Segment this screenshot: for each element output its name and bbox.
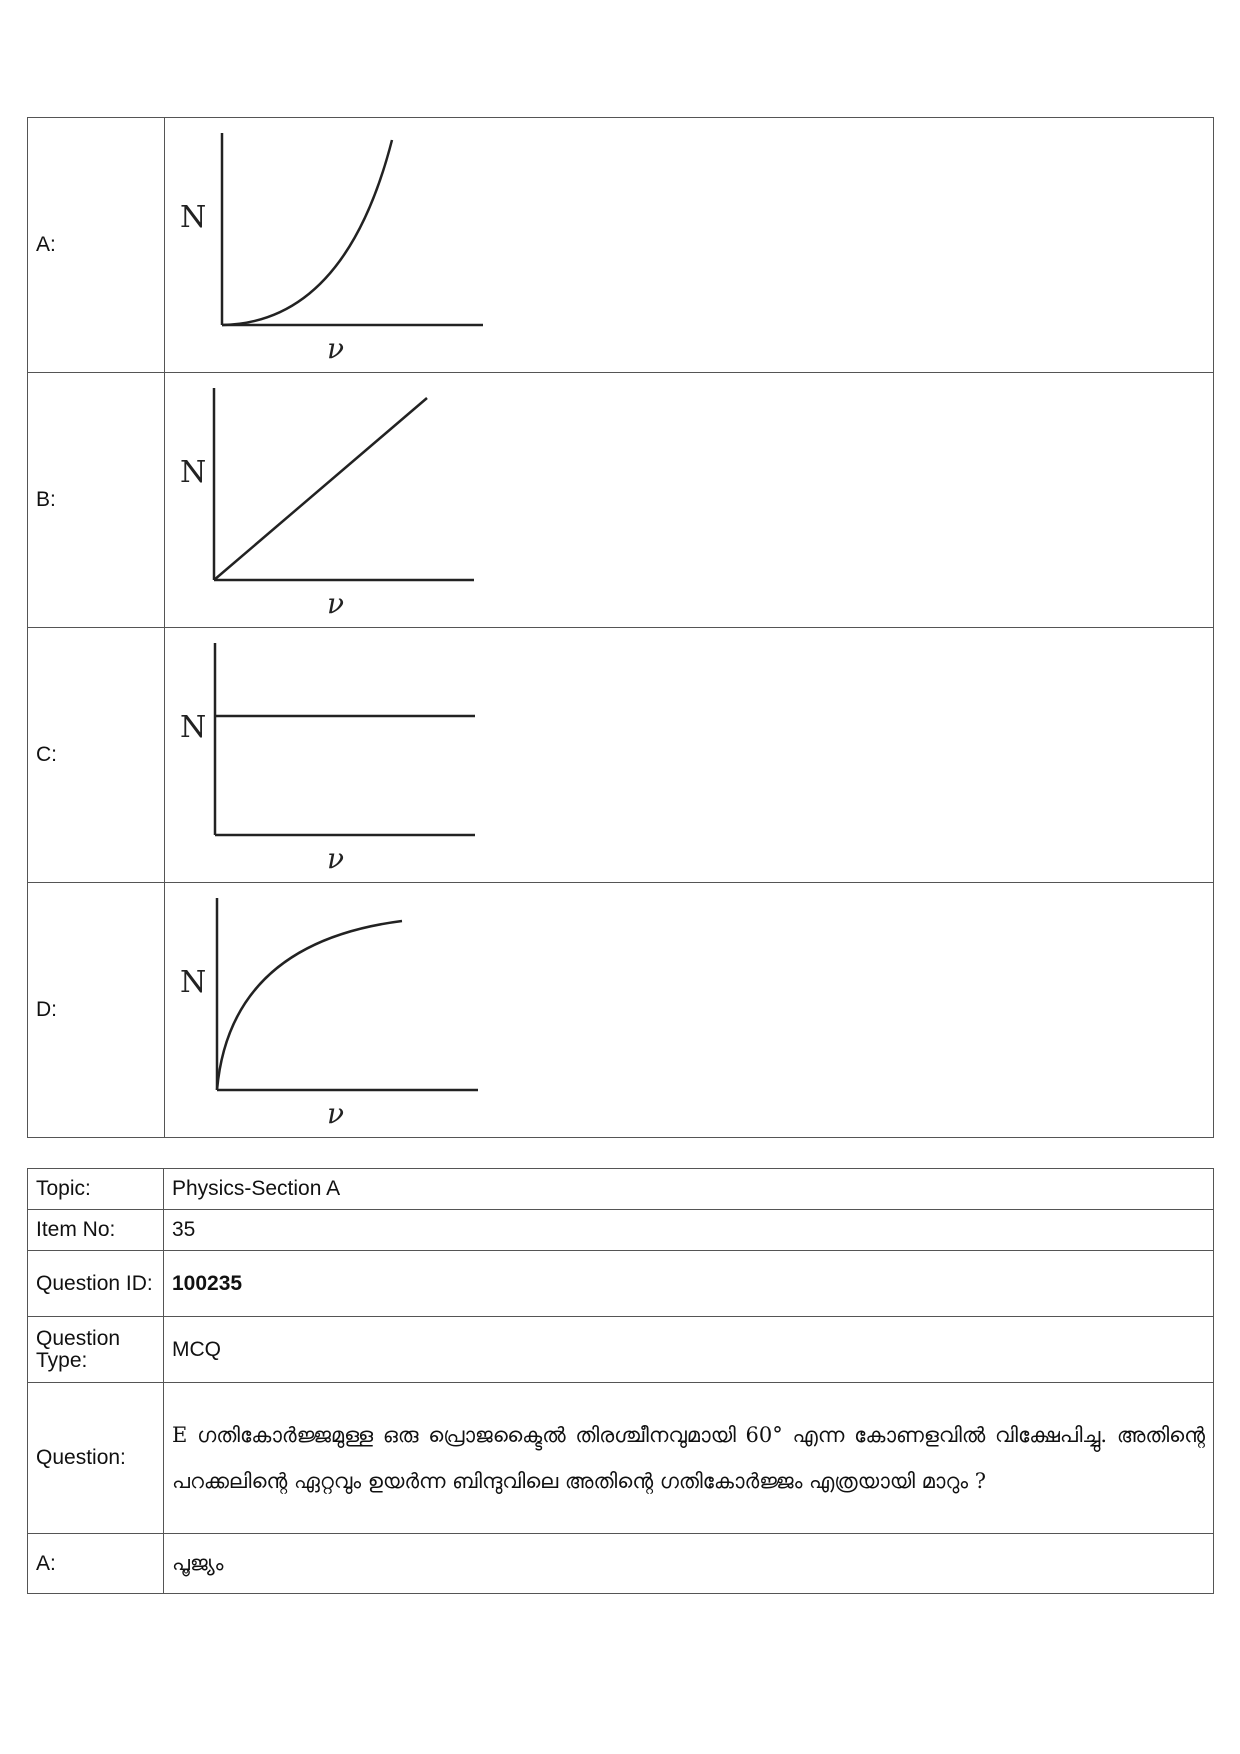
topic-label: Topic:	[28, 1169, 164, 1210]
option-row-d	[28, 883, 1214, 1138]
options-table	[27, 117, 1214, 1138]
option-label: A:	[28, 118, 165, 373]
x-axis-label: ν	[327, 587, 345, 620]
option-row-b	[28, 373, 1214, 628]
graph-d	[165, 883, 1223, 1138]
answer-label: A:	[28, 1534, 164, 1594]
topic-value: Physics-Section A	[164, 1169, 1214, 1210]
item-row	[28, 1210, 1214, 1251]
option-graph-cell	[165, 883, 1214, 1138]
option-graph-cell	[165, 373, 1214, 628]
question-type-label: Question Type:	[28, 1317, 164, 1383]
x-axis-label: ν	[327, 332, 345, 365]
answer-value: പൂജ്യം	[164, 1534, 1214, 1594]
question-type-row	[28, 1317, 1214, 1383]
item-value: 35	[164, 1210, 1214, 1251]
option-label: D:	[28, 883, 165, 1138]
y-axis-label: N	[180, 455, 207, 490]
question-id-value: 100235	[164, 1251, 1214, 1317]
question-row	[28, 1383, 1214, 1534]
topic-row	[28, 1169, 1214, 1210]
question-label: Question:	[28, 1383, 164, 1534]
question-id-label: Question ID:	[28, 1251, 164, 1317]
graph-c	[165, 628, 1223, 883]
x-axis-label: ν	[327, 842, 345, 875]
curve	[214, 398, 427, 580]
option-graph-cell	[165, 628, 1214, 883]
option-graph-cell	[165, 118, 1214, 373]
curve	[222, 140, 392, 325]
y-axis-label: N	[180, 710, 207, 745]
y-axis-label: N	[180, 965, 207, 1000]
answer-row	[28, 1534, 1214, 1594]
option-label: B:	[28, 373, 165, 628]
option-row-a	[28, 118, 1214, 373]
x-axis-label: ν	[327, 1097, 345, 1130]
question-type-value: MCQ	[164, 1317, 1214, 1383]
graph-b	[165, 373, 1223, 628]
option-row-c	[28, 628, 1214, 883]
question-info-table	[27, 1168, 1214, 1594]
curve	[217, 921, 402, 1090]
question-id-row	[28, 1251, 1214, 1317]
y-axis-label: N	[180, 200, 207, 235]
item-label: Item No:	[28, 1210, 164, 1251]
option-label: C:	[28, 628, 165, 883]
question-text: E ഗതികോർജ്ജമുള്ള ഒരു പ്രൊജക്ടൈൽ തിരശ്ചീനവുമായി 60° എന്ന കോണളവിൽ വിക്ഷേപിച്ചു. അതിന്റെ പറക്കലിന്റെ ഏറ്റവും ഉയർന്ന ബിന്ദുവിലെ അതിന്റെ ഗതികോർജ്ജം എത്രയായി മാറും ?	[164, 1383, 1214, 1534]
graph-a	[165, 118, 1223, 373]
